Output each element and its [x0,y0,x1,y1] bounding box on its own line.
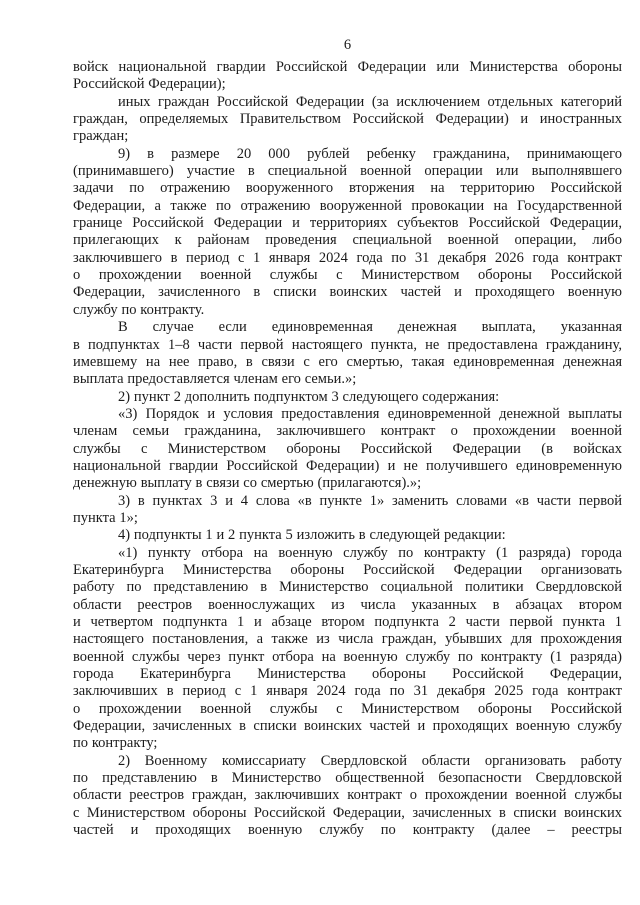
paragraph [73,493,622,528]
paragraph [73,94,622,146]
text-line: граждан; [73,128,129,145]
page-number: 6 [343,37,352,53]
text-line: о прохождении военной службы с Министерством обороны Российской [73,700,622,717]
text-line: пункта 1»; [73,509,138,526]
paragraph [73,406,622,493]
text-line: по контракту; [73,735,158,752]
text-line: иных граждан Российской Федерации (за исключением отдельных категорий [118,93,622,110]
text-line: 4) подпункты 1 и 2 пункта 5 изложить в следующей редакции: [118,527,506,544]
paragraph [73,146,622,319]
text-line: 2) пункт 2 дополнить подпунктом 3 следующего содержания: [118,388,500,405]
text-line: денежную выплату в связи со смертью (прилагаются).»; [73,475,422,492]
text-line: города Екатеринбурга Министерства обороны Российской Федерации, [73,666,622,683]
text-line: заключивших в период с 1 января 2024 года по 31 декабря 2025 года контракт [73,683,622,700]
text-line: в подпунктах 1–8 части первой настоящего пункта, не предоставлена гражданину, [73,336,622,353]
text-line: области реестров военнослужащих из числа указанных в абзацах втором [73,596,622,613]
text-line: 2) Военному комиссариату Свердловской области организовать работу [118,752,622,769]
text-line: службу по контракту. [73,301,205,318]
text-line: членам семьи гражданина, заключившего контракт о прохождении военной [73,423,622,440]
text-line: граждан, определяемых Правительством Российской Федерации) и иностранных [73,111,622,128]
text-line: имевшему на нее право, в связи с его смертью, такая единовременная денежная [73,353,622,370]
text-line: по представлению в Министерство общественной безопасности Свердловской [73,770,622,787]
text-line: границе Российской Федерации и территориях субъектов Российской Федерации, [73,215,622,232]
text-line: работу по представлению в Министерство социальной политики Свердловской [73,579,622,596]
text-line: (принимавшего) участие в специальной военной операции или выполнявшего [73,163,622,180]
text-line: заключившего в период с 1 января 2024 года по 31 декабря 2026 года контракт [73,249,622,266]
text-line: Российской Федерации); [73,76,226,93]
paragraph [73,545,622,753]
paragraph [73,389,622,406]
text-line: Федерации, зачисленных в списки воинских частей и проходящих военную службу [73,718,622,735]
text-line: Федерации, зачисленного в списки воинских частей и проходящего военную [73,284,622,301]
text-line: 3) в пунктах 3 и 4 слова «в пункте 1» заменить словами «в части первой [118,492,622,509]
text-line: военной службы через пункт отбора на военную службу по контракту (1 разряда) [73,648,622,665]
text-line: задачи по отражению вооруженного вторжения на территорию Российской [73,180,622,197]
paragraph [73,753,622,840]
text-line: Федерации, а также по отражению вооруженной провокации на Государственной [73,197,622,214]
paragraph [73,527,622,544]
text-line: о прохождении военной службы с Министерством обороны Российской [73,267,622,284]
text-line: прилегающих к районам проведения специальной военной операции, либо [73,232,622,249]
text-line: 9) в размере 20 000 рублей ребенку гражданина, принимающего [118,145,622,162]
text-block [73,59,622,839]
text-line: службы с Министерством обороны Российской Федерации (в войсках [73,440,622,457]
paragraph [73,59,622,94]
text-line: национальной гвардии Российской Федерации) и не получившего единовременную [73,457,622,474]
text-line: В случае если единовременная денежная выплата, указанная [118,319,622,336]
text-line: выплата предоставляется членам его семьи.»; [73,371,357,388]
text-line: настоящего постановления, а также из числа граждан, убывших для прохождения [73,631,622,648]
text-line: «3) Порядок и условия предоставления единовременной денежной выплаты [118,405,622,422]
text-line: частей и проходящих военную службу по контракту (далее – реестры [73,822,622,839]
text-line: и четвертом подпункта 1 и абзаце втором подпункта 2 части первой пункта 1 [73,614,622,630]
text-line: войск национальной гвардии Российской Федерации или Министерства обороны [73,59,622,75]
text-line: области реестров граждан, заключивших контракт о прохождении военной службы [73,787,622,804]
paragraph [73,319,622,388]
text-line: «1) пункту отбора на военную службу по контракту (1 разряда) города [118,544,622,561]
text-line: с Министерством обороны Российской Федерации, зачисленных в списки воинских [73,804,622,821]
text-line: Екатеринбурга Министерства обороны Российской Федерации организовать [73,561,622,578]
